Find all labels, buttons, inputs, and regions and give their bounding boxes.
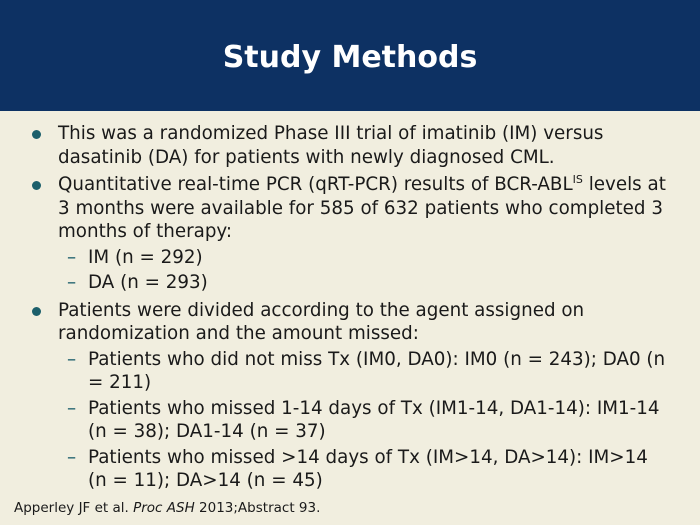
slide-title: Study Methods (222, 40, 478, 75)
bullet-2-text-a: Quantitative real-time PCR (qRT-PCR) results of BCR-ABL (58, 174, 573, 195)
sub-bullet-da-text: DA (n = 293) (88, 272, 208, 293)
title-bar (0, 0, 700, 111)
bullet-dot-icon (32, 181, 41, 190)
bullet-1-text: This was a randomized Phase III trial of imatinib (IM) versus dasatinib (DA) for patients with newly diagnosed CML. (58, 123, 604, 168)
slide-content (0, 122, 700, 493)
sub-bullet-no-miss (0, 348, 700, 395)
dash-icon: – (67, 446, 77, 468)
citation-authors: Apperley JF et al. (14, 500, 129, 516)
bullet-1 (0, 122, 700, 169)
citation-rest: 2013;Abstract 93. (199, 500, 321, 516)
bullet-2-text-b: levels at 3 months were available for 585 of 632 patients who completed 3 months of therapy: (58, 174, 666, 242)
dash-icon: – (67, 348, 77, 370)
sub-bullet-over-14-text: Patients who missed >14 days of Tx (IM>14, DA>14): IM>14 (n = 11); DA>14 (n = 45) (88, 446, 648, 491)
sub-bullet-over-14 (0, 446, 700, 493)
bullet-3-text: Patients were divided according to the agent assigned on randomization and the amount missed: (58, 299, 585, 344)
sub-bullet-1-14 (0, 397, 700, 444)
sub-bullet-no-miss-text: Patients who did not miss Tx (IM0, DA0): IM0 (n = 243); DA0 (n = 211) (88, 348, 666, 393)
dash-icon: – (67, 272, 77, 293)
bullet-dot-icon (32, 307, 41, 316)
bullet-2-superscript: IS (572, 172, 583, 186)
sub-bullet-im (0, 246, 700, 270)
dash-icon: – (67, 246, 77, 268)
bullet-3 (0, 299, 700, 346)
sub-bullet-im-text: IM (n = 292) (88, 246, 203, 268)
bullet-dot-icon (32, 130, 41, 139)
citation (14, 500, 320, 516)
sub-bullet-1-14-text: Patients who missed 1-14 days of Tx (IM1-14, DA1-14): IM1-14 (n = 38); DA1-14 (n = 37) (88, 397, 660, 442)
dash-icon: – (67, 397, 77, 419)
bullet-2 (0, 173, 700, 244)
citation-journal: Proc ASH (133, 500, 195, 516)
sub-bullet-da (0, 271, 700, 295)
